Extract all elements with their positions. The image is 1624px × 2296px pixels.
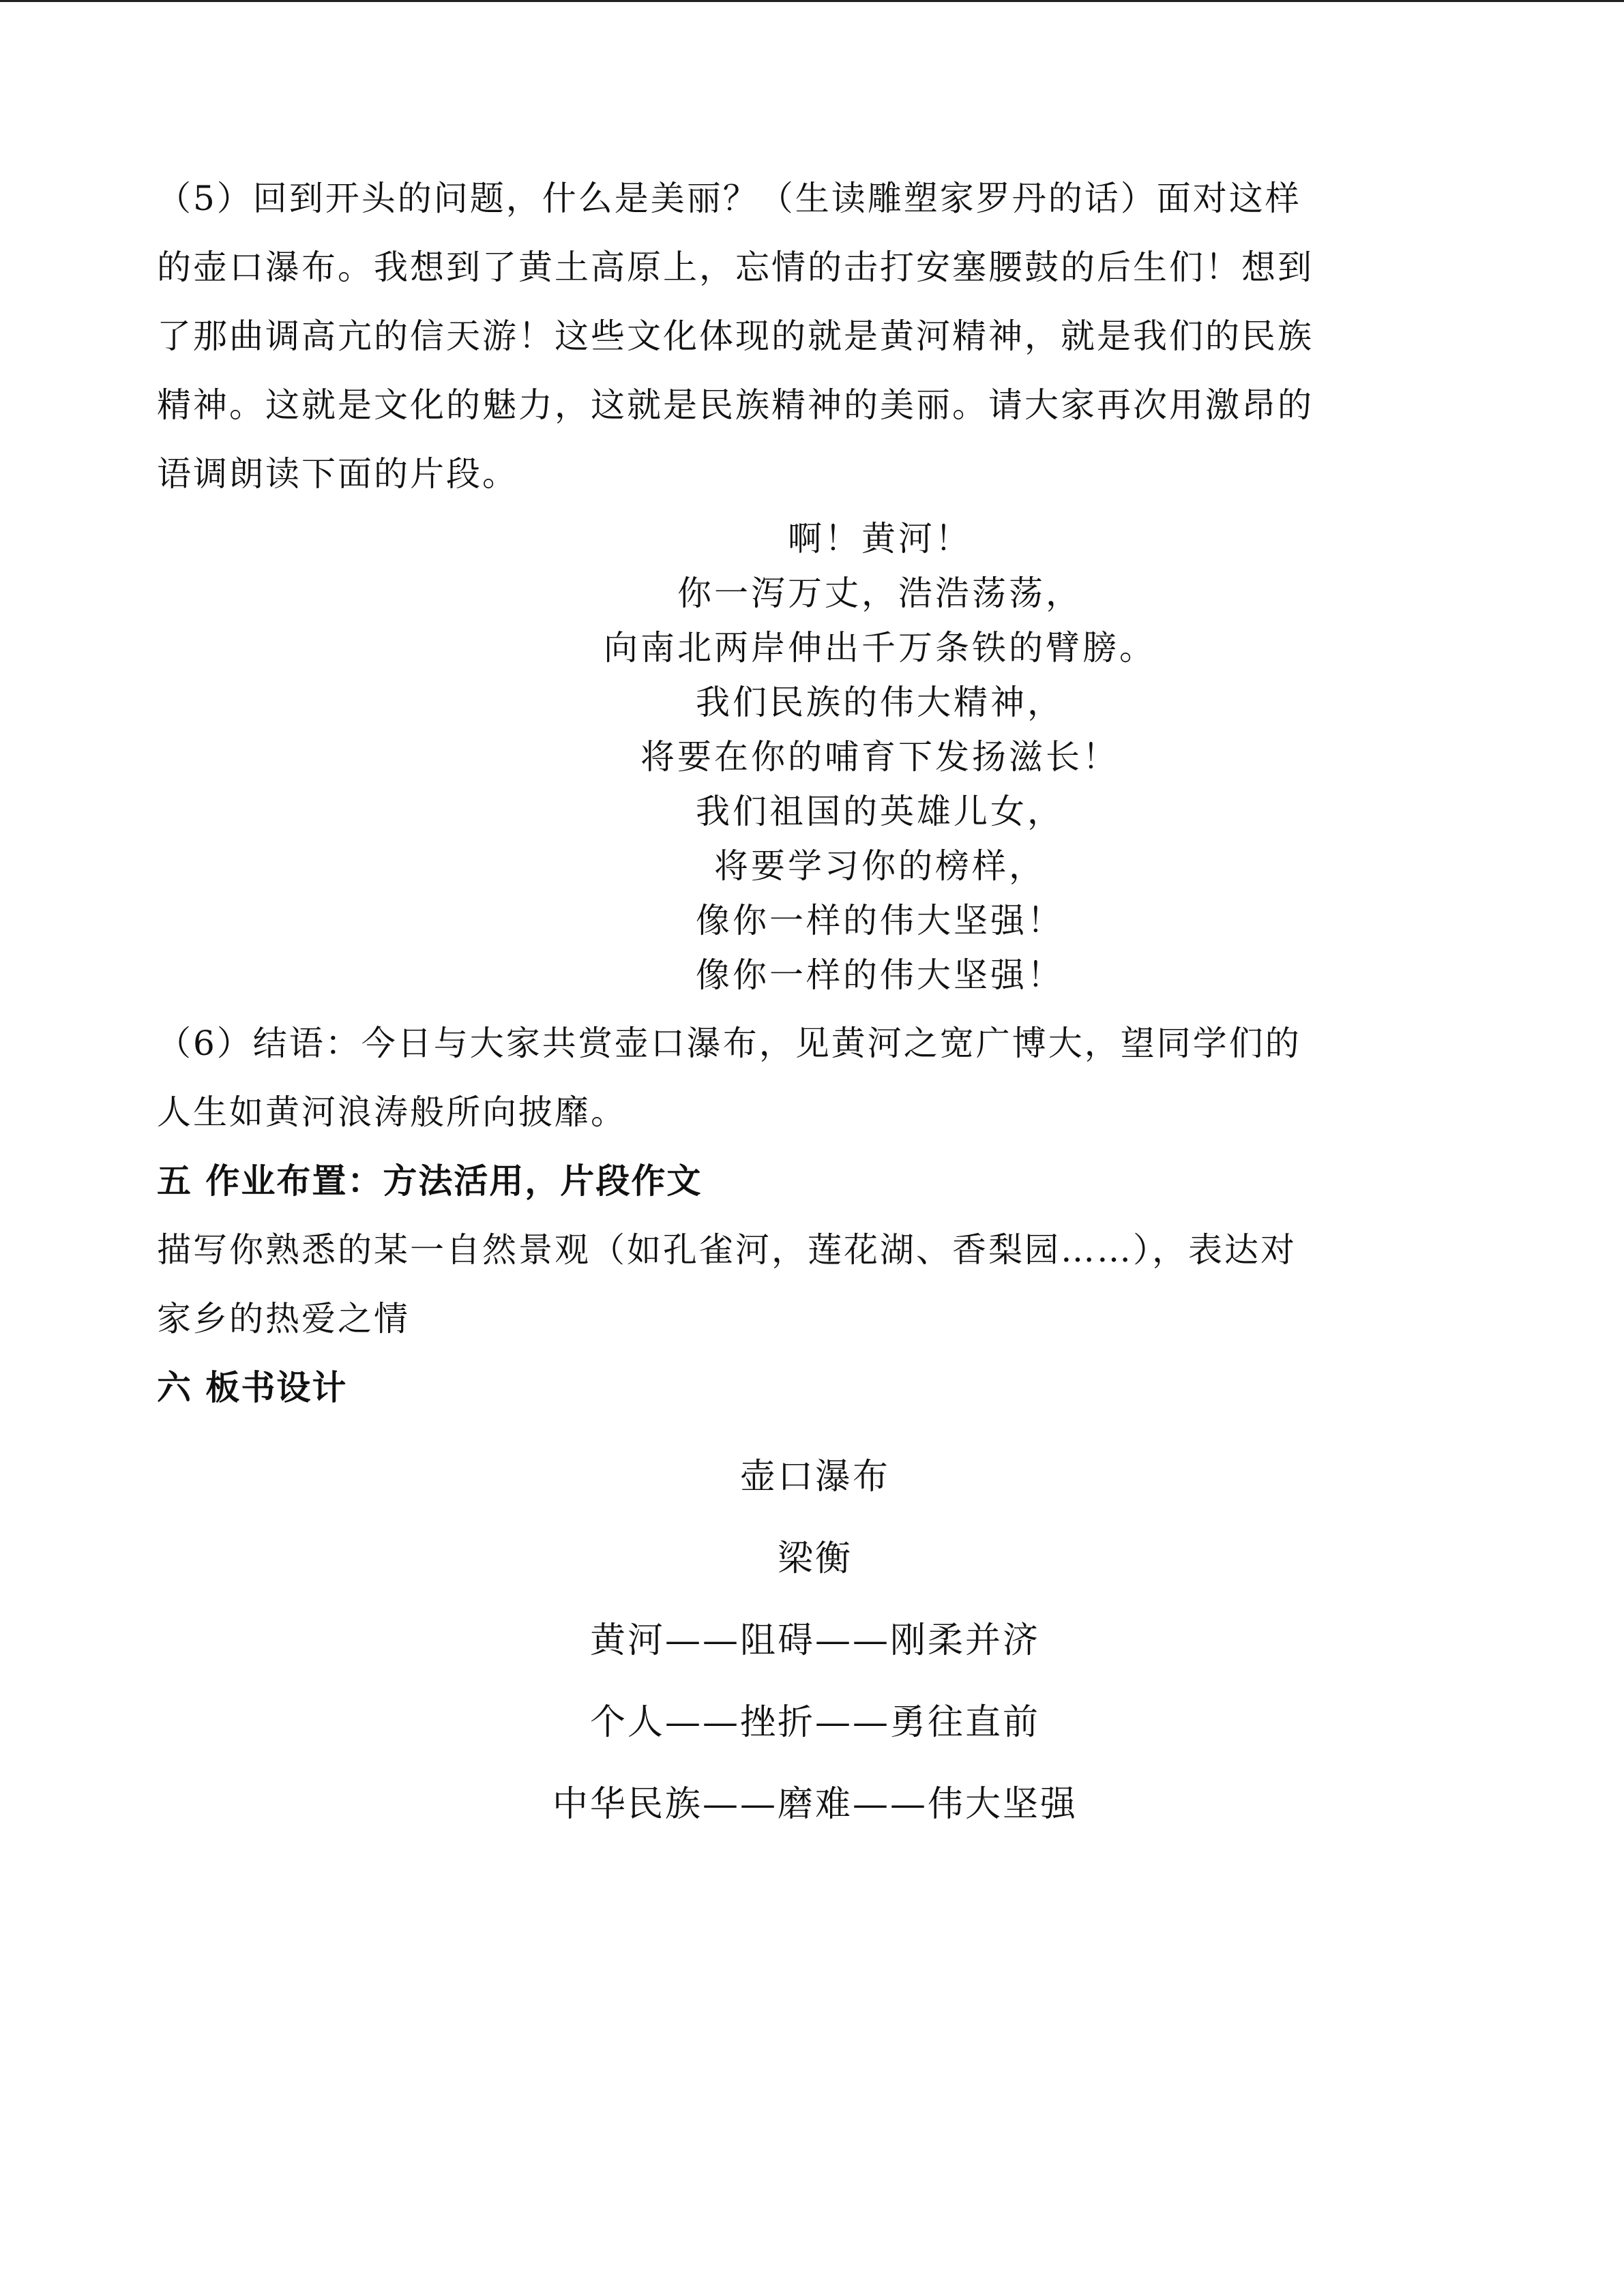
paragraph-6 — [157, 1009, 1463, 1147]
poem-line: 将要学习你的榜样， — [714, 846, 1046, 886]
board-line: 个人——挫折——勇往直前 — [589, 1702, 1040, 1743]
poem-line: 你一泻万丈，浩浩荡荡， — [677, 573, 1082, 613]
paragraph-6-line: 人生如黄河浪涛般所向披靡。 — [157, 1092, 627, 1132]
poem-line: 啊！黄河！ — [788, 519, 972, 558]
section-5-line: 家乡的热爱之情 — [157, 1299, 410, 1339]
top-border-line — [0, 0, 1624, 2]
poem-line: 我们民族的伟大精神， — [696, 683, 1064, 722]
board-author: 梁衡 — [777, 1538, 853, 1579]
section-5-body — [157, 1216, 1463, 1354]
poem-line: 像你一样的伟大坚强！ — [696, 901, 1064, 940]
board-line: 中华民族——磨难——伟大坚强 — [552, 1784, 1078, 1825]
paragraph-5-line: 精神。这就是文化的魅力，这就是民族精神的美丽。请大家再次用激昂的 — [157, 385, 1314, 425]
poem-line: 我们祖国的英雄儿女， — [696, 792, 1064, 831]
paragraph-5-line: 语调朗读下面的片段。 — [157, 454, 518, 494]
poem-line: 像你一样的伟大坚强！ — [696, 955, 1064, 995]
poem-line: 向南北两岸伸出千万条铁的臂膀。 — [604, 628, 1156, 668]
blackboard-design — [409, 1436, 1221, 1845]
paragraph-5-line: 的壶口瀑布。我想到了黄土高原上，忘情的击打安塞腰鼓的后生们！想到 — [157, 248, 1314, 287]
paragraph-6-line: （6）结语：今日与大家共赏壶口瀑布，见黄河之宽广博大，望同学们的 — [157, 1024, 1301, 1063]
section-5-heading: 五 作业布置：方法活用，片段作文 — [157, 1161, 703, 1201]
paragraph-5-line: （5）回到开头的问题，什么是美丽？（生读雕塑家罗丹的话）面对这样 — [157, 179, 1301, 218]
paragraph-5-line: 了那曲调高亢的信天游！这些文化体现的就是黄河精神，就是我们的民族 — [157, 316, 1314, 356]
board-line: 黄河——阻碍——刚柔并济 — [589, 1620, 1040, 1661]
paragraph-5 — [157, 164, 1463, 509]
board-title: 壶口瀑布 — [739, 1457, 890, 1497]
section-5-line: 描写你熟悉的某一自然景观（如孔雀河，莲花湖、香梨园……），表达对 — [157, 1230, 1297, 1270]
section-6-heading: 六 板书设计 — [157, 1368, 348, 1407]
poem-line: 将要在你的哺育下发扬滋长！ — [640, 737, 1119, 777]
poem-excerpt — [430, 511, 1330, 1002]
